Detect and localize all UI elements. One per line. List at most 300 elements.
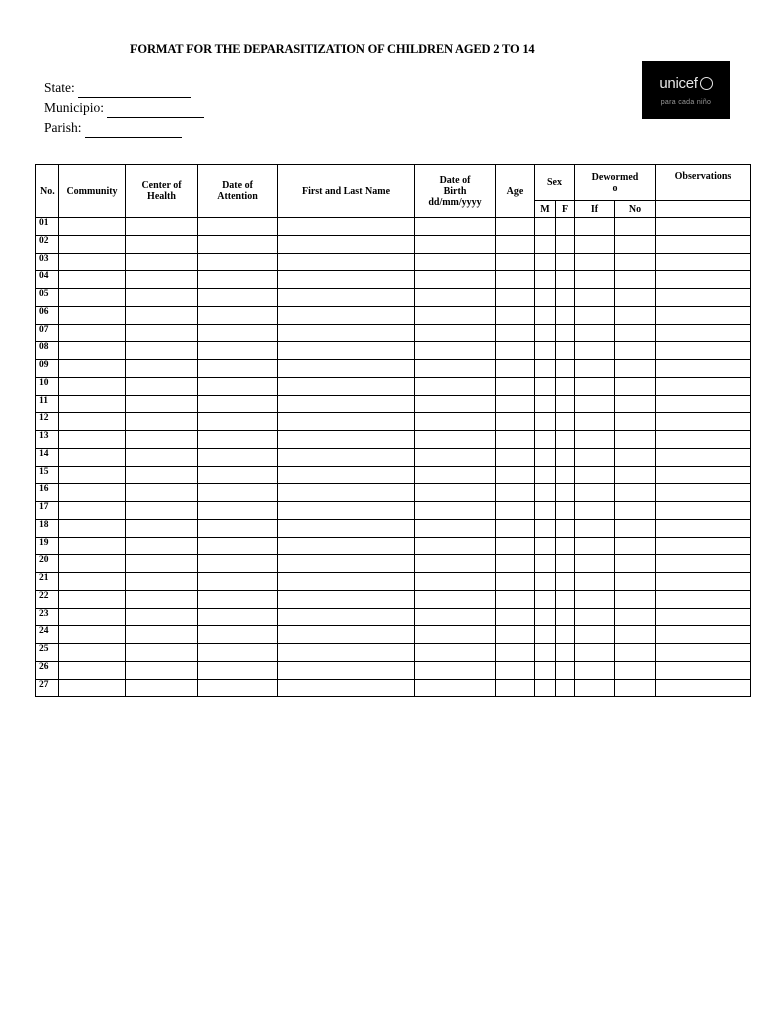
cell-community[interactable] [59, 253, 126, 271]
cell-observations[interactable] [656, 218, 751, 236]
cell-age[interactable] [496, 377, 535, 395]
cell-observations[interactable] [656, 555, 751, 573]
cell-center-of-health[interactable] [126, 431, 198, 449]
cell-sex-f[interactable] [556, 448, 575, 466]
cell-community[interactable] [59, 271, 126, 289]
cell-observations[interactable] [656, 306, 751, 324]
cell-age[interactable] [496, 360, 535, 378]
cell-dewormed-if[interactable] [575, 573, 615, 591]
cell-first-last-name[interactable] [278, 253, 415, 271]
cell-sex-m[interactable] [535, 431, 556, 449]
cell-first-last-name[interactable] [278, 679, 415, 697]
cell-dewormed-if[interactable] [575, 413, 615, 431]
cell-sex-m[interactable] [535, 679, 556, 697]
cell-first-last-name[interactable] [278, 608, 415, 626]
cell-first-last-name[interactable] [278, 342, 415, 360]
cell-observations[interactable] [656, 626, 751, 644]
cell-date-of-birth[interactable] [415, 289, 496, 307]
cell-community[interactable] [59, 324, 126, 342]
cell-observations[interactable] [656, 644, 751, 662]
cell-age[interactable] [496, 271, 535, 289]
cell-first-last-name[interactable] [278, 324, 415, 342]
cell-first-last-name[interactable] [278, 626, 415, 644]
cell-first-last-name[interactable] [278, 519, 415, 537]
cell-observations[interactable] [656, 253, 751, 271]
cell-sex-f[interactable] [556, 555, 575, 573]
cell-sex-f[interactable] [556, 608, 575, 626]
cell-community[interactable] [59, 644, 126, 662]
cell-center-of-health[interactable] [126, 537, 198, 555]
cell-community[interactable] [59, 537, 126, 555]
cell-date-of-birth[interactable] [415, 626, 496, 644]
cell-observations[interactable] [656, 342, 751, 360]
cell-date-of-attention[interactable] [198, 679, 278, 697]
cell-observations[interactable] [656, 377, 751, 395]
cell-community[interactable] [59, 377, 126, 395]
cell-dewormed-no[interactable] [615, 484, 656, 502]
cell-observations[interactable] [656, 360, 751, 378]
cell-center-of-health[interactable] [126, 448, 198, 466]
cell-age[interactable] [496, 306, 535, 324]
cell-dewormed-if[interactable] [575, 466, 615, 484]
cell-dewormed-if[interactable] [575, 661, 615, 679]
cell-observations[interactable] [656, 324, 751, 342]
cell-first-last-name[interactable] [278, 306, 415, 324]
cell-observations[interactable] [656, 413, 751, 431]
cell-sex-m[interactable] [535, 608, 556, 626]
cell-dewormed-if[interactable] [575, 306, 615, 324]
cell-date-of-attention[interactable] [198, 555, 278, 573]
cell-date-of-attention[interactable] [198, 360, 278, 378]
cell-dewormed-no[interactable] [615, 324, 656, 342]
cell-center-of-health[interactable] [126, 679, 198, 697]
cell-date-of-birth[interactable] [415, 377, 496, 395]
cell-community[interactable] [59, 289, 126, 307]
cell-date-of-attention[interactable] [198, 342, 278, 360]
cell-age[interactable] [496, 484, 535, 502]
cell-date-of-attention[interactable] [198, 537, 278, 555]
cell-sex-m[interactable] [535, 555, 556, 573]
cell-age[interactable] [496, 289, 535, 307]
cell-first-last-name[interactable] [278, 502, 415, 520]
cell-dewormed-if[interactable] [575, 644, 615, 662]
cell-date-of-birth[interactable] [415, 253, 496, 271]
cell-date-of-attention[interactable] [198, 271, 278, 289]
cell-date-of-birth[interactable] [415, 395, 496, 413]
cell-date-of-attention[interactable] [198, 502, 278, 520]
cell-observations[interactable] [656, 661, 751, 679]
cell-first-last-name[interactable] [278, 289, 415, 307]
cell-date-of-attention[interactable] [198, 519, 278, 537]
cell-community[interactable] [59, 679, 126, 697]
cell-date-of-attention[interactable] [198, 306, 278, 324]
cell-date-of-birth[interactable] [415, 306, 496, 324]
cell-dewormed-no[interactable] [615, 360, 656, 378]
cell-center-of-health[interactable] [126, 271, 198, 289]
cell-center-of-health[interactable] [126, 289, 198, 307]
cell-date-of-birth[interactable] [415, 537, 496, 555]
cell-sex-f[interactable] [556, 661, 575, 679]
cell-community[interactable] [59, 395, 126, 413]
cell-sex-m[interactable] [535, 360, 556, 378]
cell-date-of-attention[interactable] [198, 661, 278, 679]
cell-sex-f[interactable] [556, 360, 575, 378]
cell-center-of-health[interactable] [126, 466, 198, 484]
cell-dewormed-no[interactable] [615, 519, 656, 537]
cell-observations[interactable] [656, 448, 751, 466]
cell-date-of-birth[interactable] [415, 271, 496, 289]
cell-date-of-birth[interactable] [415, 519, 496, 537]
cell-first-last-name[interactable] [278, 590, 415, 608]
cell-age[interactable] [496, 626, 535, 644]
cell-first-last-name[interactable] [278, 218, 415, 236]
cell-dewormed-if[interactable] [575, 324, 615, 342]
cell-date-of-attention[interactable] [198, 235, 278, 253]
cell-observations[interactable] [656, 608, 751, 626]
cell-date-of-birth[interactable] [415, 324, 496, 342]
cell-date-of-birth[interactable] [415, 448, 496, 466]
cell-dewormed-no[interactable] [615, 661, 656, 679]
cell-observations[interactable] [656, 537, 751, 555]
cell-sex-f[interactable] [556, 431, 575, 449]
cell-age[interactable] [496, 537, 535, 555]
cell-sex-f[interactable] [556, 413, 575, 431]
cell-sex-f[interactable] [556, 289, 575, 307]
cell-community[interactable] [59, 466, 126, 484]
cell-community[interactable] [59, 431, 126, 449]
cell-date-of-birth[interactable] [415, 555, 496, 573]
cell-first-last-name[interactable] [278, 644, 415, 662]
cell-dewormed-if[interactable] [575, 377, 615, 395]
cell-sex-m[interactable] [535, 413, 556, 431]
cell-date-of-attention[interactable] [198, 413, 278, 431]
cell-date-of-attention[interactable] [198, 377, 278, 395]
cell-sex-f[interactable] [556, 519, 575, 537]
cell-sex-m[interactable] [535, 306, 556, 324]
cell-observations[interactable] [656, 466, 751, 484]
cell-community[interactable] [59, 626, 126, 644]
cell-dewormed-if[interactable] [575, 342, 615, 360]
cell-age[interactable] [496, 395, 535, 413]
cell-sex-m[interactable] [535, 271, 556, 289]
cell-date-of-birth[interactable] [415, 608, 496, 626]
cell-age[interactable] [496, 573, 535, 591]
cell-community[interactable] [59, 661, 126, 679]
cell-dewormed-no[interactable] [615, 395, 656, 413]
cell-date-of-birth[interactable] [415, 502, 496, 520]
cell-sex-f[interactable] [556, 377, 575, 395]
cell-dewormed-if[interactable] [575, 484, 615, 502]
cell-dewormed-no[interactable] [615, 502, 656, 520]
cell-first-last-name[interactable] [278, 573, 415, 591]
cell-date-of-attention[interactable] [198, 253, 278, 271]
cell-dewormed-if[interactable] [575, 519, 615, 537]
cell-dewormed-no[interactable] [615, 342, 656, 360]
cell-center-of-health[interactable] [126, 395, 198, 413]
cell-dewormed-if[interactable] [575, 555, 615, 573]
cell-date-of-attention[interactable] [198, 626, 278, 644]
cell-observations[interactable] [656, 431, 751, 449]
cell-dewormed-if[interactable] [575, 608, 615, 626]
cell-dewormed-if[interactable] [575, 590, 615, 608]
cell-dewormed-if[interactable] [575, 626, 615, 644]
cell-sex-m[interactable] [535, 235, 556, 253]
cell-center-of-health[interactable] [126, 555, 198, 573]
cell-sex-m[interactable] [535, 466, 556, 484]
cell-sex-m[interactable] [535, 502, 556, 520]
cell-observations[interactable] [656, 573, 751, 591]
cell-dewormed-if[interactable] [575, 360, 615, 378]
cell-sex-f[interactable] [556, 466, 575, 484]
cell-sex-m[interactable] [535, 519, 556, 537]
cell-sex-m[interactable] [535, 324, 556, 342]
cell-first-last-name[interactable] [278, 466, 415, 484]
cell-sex-m[interactable] [535, 644, 556, 662]
cell-community[interactable] [59, 608, 126, 626]
cell-first-last-name[interactable] [278, 555, 415, 573]
cell-sex-m[interactable] [535, 289, 556, 307]
cell-age[interactable] [496, 466, 535, 484]
cell-dewormed-no[interactable] [615, 590, 656, 608]
cell-observations[interactable] [656, 271, 751, 289]
cell-center-of-health[interactable] [126, 253, 198, 271]
cell-sex-f[interactable] [556, 679, 575, 697]
cell-sex-f[interactable] [556, 271, 575, 289]
cell-date-of-attention[interactable] [198, 289, 278, 307]
state-blank-line[interactable] [78, 83, 191, 98]
cell-community[interactable] [59, 306, 126, 324]
cell-dewormed-no[interactable] [615, 413, 656, 431]
cell-dewormed-no[interactable] [615, 431, 656, 449]
cell-sex-f[interactable] [556, 306, 575, 324]
cell-date-of-birth[interactable] [415, 466, 496, 484]
cell-community[interactable] [59, 360, 126, 378]
cell-dewormed-no[interactable] [615, 644, 656, 662]
cell-date-of-birth[interactable] [415, 679, 496, 697]
cell-dewormed-no[interactable] [615, 466, 656, 484]
cell-dewormed-no[interactable] [615, 679, 656, 697]
cell-date-of-attention[interactable] [198, 324, 278, 342]
cell-observations[interactable] [656, 590, 751, 608]
parish-blank-line[interactable] [85, 123, 182, 138]
cell-sex-f[interactable] [556, 537, 575, 555]
cell-center-of-health[interactable] [126, 342, 198, 360]
cell-date-of-attention[interactable] [198, 644, 278, 662]
cell-age[interactable] [496, 608, 535, 626]
cell-sex-m[interactable] [535, 626, 556, 644]
cell-dewormed-if[interactable] [575, 289, 615, 307]
cell-sex-f[interactable] [556, 395, 575, 413]
cell-dewormed-if[interactable] [575, 218, 615, 236]
cell-dewormed-no[interactable] [615, 573, 656, 591]
cell-date-of-attention[interactable] [198, 431, 278, 449]
cell-sex-f[interactable] [556, 590, 575, 608]
cell-center-of-health[interactable] [126, 413, 198, 431]
cell-center-of-health[interactable] [126, 608, 198, 626]
cell-dewormed-if[interactable] [575, 502, 615, 520]
cell-date-of-attention[interactable] [198, 484, 278, 502]
cell-observations[interactable] [656, 679, 751, 697]
cell-center-of-health[interactable] [126, 519, 198, 537]
cell-sex-m[interactable] [535, 395, 556, 413]
cell-dewormed-if[interactable] [575, 448, 615, 466]
cell-community[interactable] [59, 235, 126, 253]
cell-sex-f[interactable] [556, 626, 575, 644]
cell-date-of-birth[interactable] [415, 360, 496, 378]
cell-sex-f[interactable] [556, 484, 575, 502]
cell-age[interactable] [496, 218, 535, 236]
cell-dewormed-if[interactable] [575, 271, 615, 289]
cell-dewormed-if[interactable] [575, 253, 615, 271]
cell-sex-m[interactable] [535, 342, 556, 360]
cell-community[interactable] [59, 342, 126, 360]
cell-age[interactable] [496, 413, 535, 431]
cell-sex-f[interactable] [556, 218, 575, 236]
cell-community[interactable] [59, 590, 126, 608]
cell-date-of-birth[interactable] [415, 644, 496, 662]
cell-sex-f[interactable] [556, 342, 575, 360]
cell-sex-m[interactable] [535, 377, 556, 395]
cell-center-of-health[interactable] [126, 644, 198, 662]
cell-dewormed-if[interactable] [575, 679, 615, 697]
cell-first-last-name[interactable] [278, 661, 415, 679]
cell-dewormed-no[interactable] [615, 306, 656, 324]
cell-dewormed-no[interactable] [615, 555, 656, 573]
cell-date-of-birth[interactable] [415, 573, 496, 591]
cell-sex-m[interactable] [535, 590, 556, 608]
cell-center-of-health[interactable] [126, 573, 198, 591]
cell-community[interactable] [59, 555, 126, 573]
cell-community[interactable] [59, 502, 126, 520]
cell-date-of-birth[interactable] [415, 235, 496, 253]
cell-sex-m[interactable] [535, 573, 556, 591]
cell-first-last-name[interactable] [278, 413, 415, 431]
cell-age[interactable] [496, 448, 535, 466]
municipio-blank-line[interactable] [107, 103, 204, 118]
cell-dewormed-no[interactable] [615, 377, 656, 395]
cell-dewormed-no[interactable] [615, 271, 656, 289]
cell-date-of-attention[interactable] [198, 395, 278, 413]
cell-first-last-name[interactable] [278, 271, 415, 289]
cell-center-of-health[interactable] [126, 235, 198, 253]
cell-first-last-name[interactable] [278, 395, 415, 413]
cell-age[interactable] [496, 253, 535, 271]
cell-sex-f[interactable] [556, 502, 575, 520]
cell-community[interactable] [59, 218, 126, 236]
cell-observations[interactable] [656, 235, 751, 253]
cell-age[interactable] [496, 324, 535, 342]
cell-dewormed-no[interactable] [615, 608, 656, 626]
cell-date-of-attention[interactable] [198, 218, 278, 236]
cell-center-of-health[interactable] [126, 377, 198, 395]
cell-age[interactable] [496, 555, 535, 573]
cell-date-of-birth[interactable] [415, 413, 496, 431]
cell-date-of-attention[interactable] [198, 590, 278, 608]
cell-dewormed-no[interactable] [615, 218, 656, 236]
cell-age[interactable] [496, 235, 535, 253]
cell-observations[interactable] [656, 395, 751, 413]
cell-dewormed-no[interactable] [615, 235, 656, 253]
cell-sex-f[interactable] [556, 324, 575, 342]
cell-sex-f[interactable] [556, 573, 575, 591]
cell-observations[interactable] [656, 502, 751, 520]
cell-center-of-health[interactable] [126, 661, 198, 679]
cell-sex-f[interactable] [556, 644, 575, 662]
cell-dewormed-no[interactable] [615, 448, 656, 466]
cell-first-last-name[interactable] [278, 537, 415, 555]
cell-date-of-birth[interactable] [415, 431, 496, 449]
cell-sex-m[interactable] [535, 253, 556, 271]
cell-age[interactable] [496, 519, 535, 537]
cell-first-last-name[interactable] [278, 377, 415, 395]
cell-community[interactable] [59, 519, 126, 537]
cell-center-of-health[interactable] [126, 502, 198, 520]
cell-sex-m[interactable] [535, 537, 556, 555]
cell-center-of-health[interactable] [126, 484, 198, 502]
cell-date-of-attention[interactable] [198, 573, 278, 591]
cell-dewormed-if[interactable] [575, 431, 615, 449]
cell-age[interactable] [496, 644, 535, 662]
cell-dewormed-if[interactable] [575, 537, 615, 555]
cell-observations[interactable] [656, 519, 751, 537]
cell-community[interactable] [59, 573, 126, 591]
cell-sex-m[interactable] [535, 448, 556, 466]
cell-first-last-name[interactable] [278, 235, 415, 253]
cell-dewormed-no[interactable] [615, 537, 656, 555]
cell-sex-m[interactable] [535, 484, 556, 502]
cell-age[interactable] [496, 661, 535, 679]
cell-dewormed-no[interactable] [615, 253, 656, 271]
cell-first-last-name[interactable] [278, 448, 415, 466]
cell-dewormed-if[interactable] [575, 235, 615, 253]
cell-center-of-health[interactable] [126, 306, 198, 324]
cell-date-of-birth[interactable] [415, 342, 496, 360]
cell-date-of-birth[interactable] [415, 218, 496, 236]
cell-first-last-name[interactable] [278, 360, 415, 378]
cell-community[interactable] [59, 448, 126, 466]
cell-center-of-health[interactable] [126, 218, 198, 236]
cell-observations[interactable] [656, 484, 751, 502]
cell-dewormed-no[interactable] [615, 626, 656, 644]
cell-date-of-birth[interactable] [415, 484, 496, 502]
cell-date-of-attention[interactable] [198, 466, 278, 484]
cell-dewormed-no[interactable] [615, 289, 656, 307]
cell-sex-m[interactable] [535, 661, 556, 679]
cell-center-of-health[interactable] [126, 590, 198, 608]
cell-sex-f[interactable] [556, 235, 575, 253]
cell-observations[interactable] [656, 289, 751, 307]
cell-first-last-name[interactable] [278, 484, 415, 502]
cell-center-of-health[interactable] [126, 626, 198, 644]
cell-community[interactable] [59, 413, 126, 431]
cell-age[interactable] [496, 431, 535, 449]
cell-date-of-attention[interactable] [198, 448, 278, 466]
cell-center-of-health[interactable] [126, 360, 198, 378]
cell-community[interactable] [59, 484, 126, 502]
cell-date-of-attention[interactable] [198, 608, 278, 626]
cell-age[interactable] [496, 342, 535, 360]
cell-sex-f[interactable] [556, 253, 575, 271]
cell-sex-m[interactable] [535, 218, 556, 236]
cell-age[interactable] [496, 502, 535, 520]
cell-age[interactable] [496, 679, 535, 697]
cell-center-of-health[interactable] [126, 324, 198, 342]
cell-first-last-name[interactable] [278, 431, 415, 449]
cell-date-of-birth[interactable] [415, 661, 496, 679]
cell-date-of-birth[interactable] [415, 590, 496, 608]
cell-age[interactable] [496, 590, 535, 608]
cell-dewormed-if[interactable] [575, 395, 615, 413]
